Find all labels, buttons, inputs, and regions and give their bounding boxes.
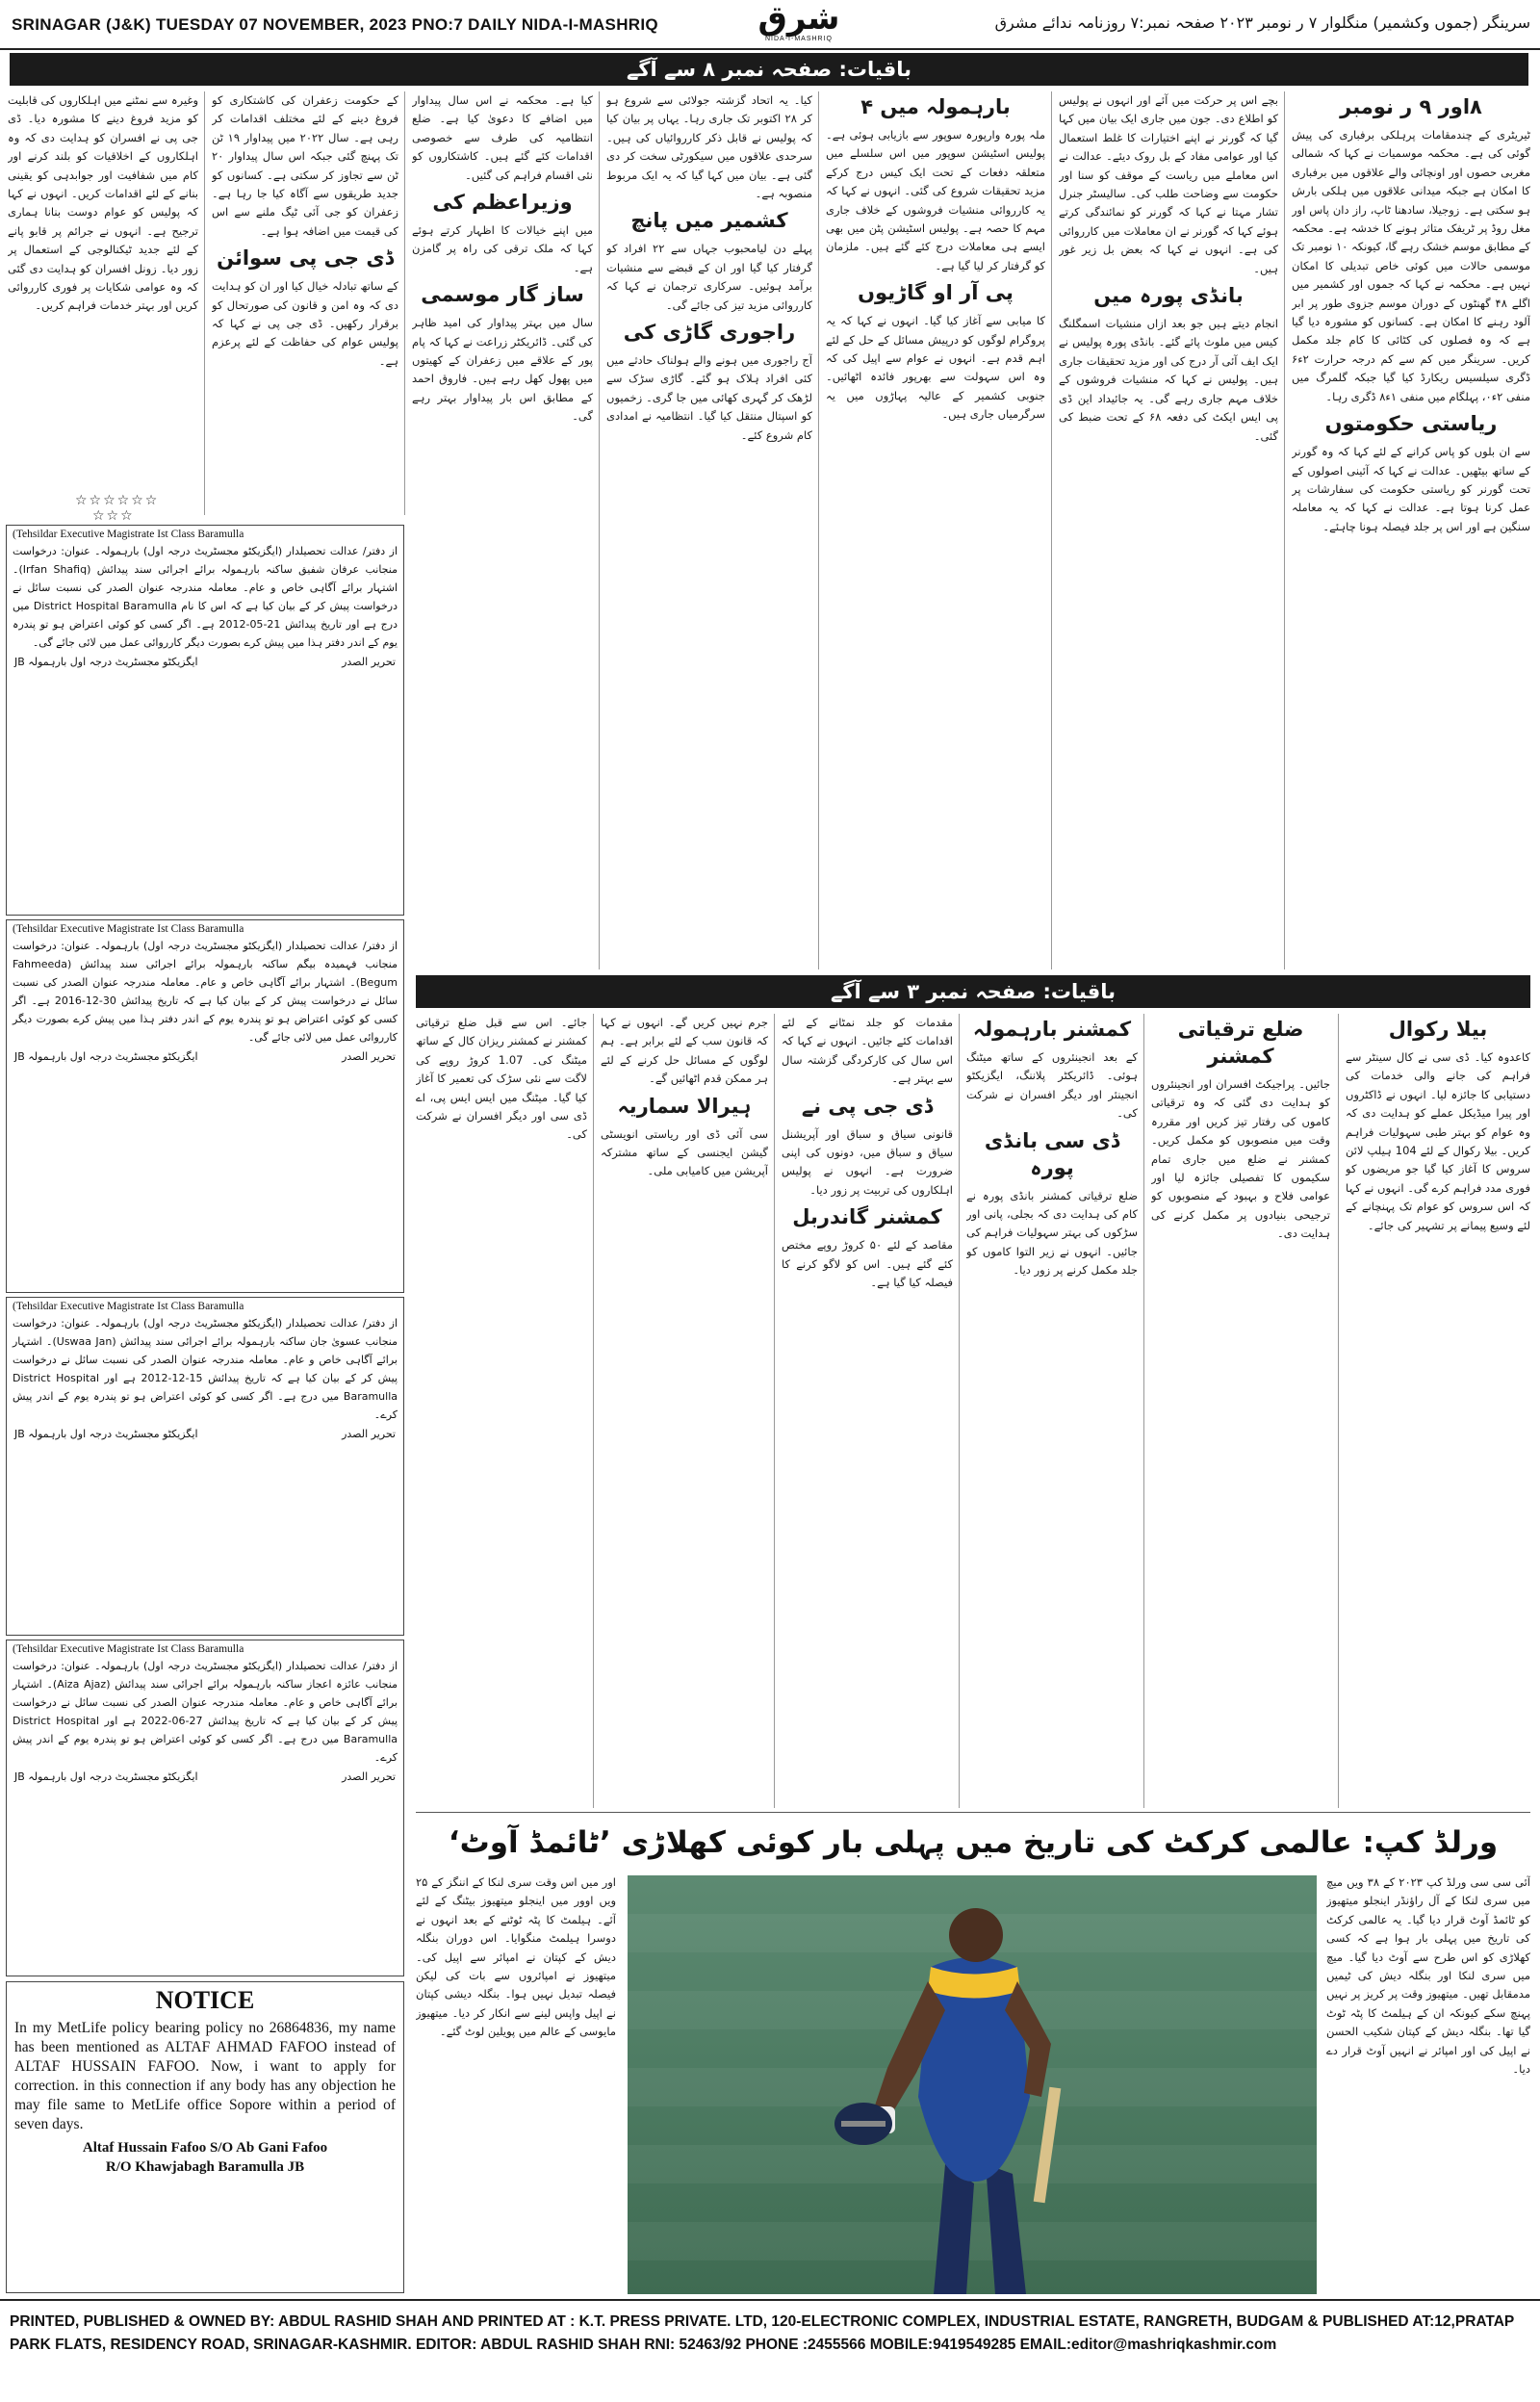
worldcup-headline: ورلڈ کپ: عالمی کرکٹ کی تاریخ میں پہلی بار کوئی کھلاڑی ’ٹائمڈ آوٹ‘ (448, 1825, 1499, 1860)
imprint-text: PRINTED, PUBLISHED & OWNED BY: ABDUL RASHID SHAH AND PRINTED AT : K.T. PRESS PRIVATE. LTD, 120-ELECTRONIC COMPLEX, INDUSTRIAL ESTATE, RANGRETH, BUDGAM & PUBLISHED AT:12,PRATAP PARK FLATS, RESIDENCY ROAD, SRINAGAR-KASHMIR. EDITOR: ABDUL RASHID SHAH RNI: 52463/92 PHONE :2455566 MOBILE:9419549285 EMAIL:editor@mashriqkashmir.com (10, 2313, 1514, 2353)
mid-column-3-body-2: ضلع ترقیاتی کمشنر بانڈی پورہ نے کام کی ہدایت دی کہ بجلی، پانی اور سڑکوں کی بہتر سہولیات فراہم کی جائیں۔ انہوں نے زیر التوا کاموں کو جلد مکمل کرنے پر زور دیا۔ (966, 1188, 1138, 1278)
notice-heading: (Tehsildar Executive Magistrate Ist Class Baramulla (13, 1643, 244, 1655)
column-divider (1284, 91, 1285, 969)
notice-footer (7, 1769, 403, 1789)
column-5-body-3: سال میں بہتر پیداوار کی امید ظاہر کی گئی۔ ڈائریکٹر زراعت نے کہا کہ پام پور کے علاقے میں زعفران کے کھیتوں میں پھول کھل رہے ہیں۔ فاروق احمد کے مطابق اس بار پیداوار بہتر رہے گی۔ (412, 316, 593, 424)
worldcup-column-right (1326, 1873, 1530, 2293)
column-6-body: کے حکومت زعفران کی کاشتکاری کو فروغ دینے کے لئے مختلف اقدامات کر رہی ہے۔ سال ۲۰۲۲ میں پیداوار ۱۹ ٹن تک پہنچ گئی جبکہ اس سال پیداوار ۲۰ ٹن سے تجاوز کر سکتی ہے۔ کسانوں کو جدید طریقوں سے آگاہ کیا جا رہا ہے۔ زعفران کو جی آئی ٹیگ ملنے سے اس کی قیمت میں اضافہ ہوا ہے۔ (212, 93, 398, 238)
column-divider (1338, 1014, 1339, 1808)
tehsildar-notice-1 (6, 525, 404, 916)
notice-title: NOTICE (155, 1986, 255, 2014)
column-4-body: کیا۔ یہ اتحاد گزشتہ جولائی سے شروع ہو کر ۲۸ اکتوبر تک جاری رہا۔ یہاں پر بیان کیا کہ پولیس نے قابل ذکر کارروائیاں کی ہیں۔ سرحدی علاقوں میں سیکورٹی سخت کر دی گئی ہے۔ بیان میں کہا گیا کہ یہ ایک مربوط منصوبہ ہے۔ (606, 93, 812, 201)
logo-wordmark: شرق (757, 0, 840, 38)
continuation-banner-middle: باقیات: صفحہ نمبر ۳ سے آگے (416, 975, 1530, 1008)
column-3 (826, 91, 1045, 969)
column-1-heading: ۸اور ۹ ر نومبر (1340, 95, 1482, 118)
masthead (0, 0, 1540, 50)
mid-column-2 (1151, 1014, 1330, 1808)
notice-signature-line-2: R/O Khawjabagh Baramulla JB (105, 2159, 305, 2175)
notice-footer-right: ایگزیکٹو مجسٹریٹ درجہ اول بارہمولہ JB (14, 1770, 198, 1783)
column-1-body: ٹیریٹری کے چندمقامات پرہلکی برفباری کی پیش گوئی کی ہے۔ محکمہ موسمیات نے کہا کہ شمالی مغربی حصوں اور اونچائی والے علاقوں میں برفباری کا امکان ہے جبکہ میدانی علاقوں میں ہلکی بارش ہو سکتی ہے۔ زوجیلا، سادھنا ٹاپ، راز دان پاس اور مغل روڈ پر ٹریفک متاثر ہونے کا خدشہ ہے۔ محکمہ کے مطابق موسم خشک رہے گا، کیونکہ ۱۰ نومبر تک موسمی حالات میں کوئی خاص تبدیلی کا امکان نہیں ہے۔ محکمہ نے کہا کہ جموں اور کشمیر میں اگلے ۴۸ گھنٹوں کے دوران موسم جزوی طور پر ابر آلود رہنے کا امکان ہے۔ کسانوں کو مشورہ دیا گیا ہے کہ وہ فصلوں کی کٹائی کا کام جلد مکمل کریں۔ سرینگر میں کم سے کم درجہ حرارت ۲ء۶ ڈگری سیلسیس ریکارڈ کیا گیا جبکہ گلمرگ میں منفی ۲ء۰، پہلگام میں منفی ۱ء۸ ڈگری رہا۔ (1292, 128, 1530, 403)
column-divider (204, 91, 205, 515)
mid-column-4-body-2: قانونی سیاق و سباق اور آپریشنل سیاق و سباق میں، دونوں کی اپنی ضرورت ہے۔ انہوں نے پولیس اہلکاروں کی تربیت پر زور دیا۔ (782, 1126, 953, 1197)
column-1-body-2: سے ان بلوں کو پاس کرانے کے لئے کہا کہ وہ گورنر کے ساتھ بیٹھیں۔ عدالت نے کہا کہ آئینی اصولوں کے تحت گورنر کو ریاستی حکومت کی سفارشات پر عمل کرنا ہوتا ہے۔ عدالت نے کہا کہ یہ معاملہ سنگین ہے اور اس پر جلد فیصلہ ہونا چاہئے۔ (1292, 445, 1530, 533)
section-rule (416, 1812, 1530, 1813)
notice-footer-right: ایگزیکٹو مجسٹریٹ درجہ اول بارہمولہ JB (14, 656, 198, 668)
mid-column-3-heading: کمشنر بارہمولہ (972, 1018, 1132, 1041)
mid-column-3-body: کے بعد انجینئروں کے ساتھ میٹنگ ہوئی۔ ڈائریکٹر پلاننگ، ایگزیکٹو انجینئر اور دیگر افسران نے شرکت کی۔ (966, 1050, 1138, 1121)
mid-column-1-body: کاعدوہ کیا۔ ڈی سی نے کال سینٹر سے فراہم کی جانے والی خدمات کی دستیابی کا جائزہ لیا۔ انہوں نے ڈاکٹروں اور پیرا میڈیکل عملے کو ہدایت دی کہ وہ عوام کو بہتر طبی سہولیات فراہم کریں۔ بیلا رکوال کے لئے 104 ہیلپ لائن سروس کا آغاز کیا گیا جو مریضوں کو فوری مدد فراہم کرے گی۔ انہوں نے کہا کہ اس سروس کو عوام تک پہنچانے کے لئے وسیع پیمانے پر تشہیر کی جائے۔ (1346, 1050, 1530, 1232)
column-divider (959, 1014, 960, 1808)
tehsildar-notice-2 (6, 919, 404, 1293)
notice-footer-left: تحریر الصدر (342, 1428, 396, 1440)
column-divider (818, 91, 819, 969)
mid-column-3 (966, 1014, 1138, 1808)
column-7 (8, 91, 198, 491)
cricket-player-photo (628, 1875, 1317, 2294)
notice-signature-line-1: Altaf Hussain Fafoo S/O Ab Gani Fafoo (82, 2140, 328, 2156)
column-divider (404, 91, 405, 515)
notice-body: از دفتر/ عدالت تحصیلدار (ایگزیکٹو مجسٹریٹ درجہ اول) بارہمولہ۔ عنوان: درخواست منجانب عائزہ اعجاز ساکنہ بارہمولہ برائے اجرائی سند پیدائش (Aiza Ajaz)۔ اشتہار برائے آگاہی خاص و عام۔ معاملہ مندرجہ عنوان الصدر کی نسبت سائل نے درخواست پیش کر کے بیان کیا ہے کہ تاریخ پیدائش 27-06-2022 ہے اور District Hospital Baramulla میں درج ہے۔ اگر کسی کو کوئی اعتراض ہو تو پندرہ یوم کے اندر پیش کرے۔ (13, 1660, 398, 1764)
column-7-body: وغیرہ سے نمٹنے میں اہلکاروں کی قابلیت کو مزید فروغ دینے کا مشورہ دیا۔ ڈی جی پی نے افسران کو ہدایت دی کہ وہ اہلکاروں کے اخلاقیات کو بلند کرنے اور کام میں شفافیت اور جوابدہی کو یقینی بنانے کے لئے اقدامات کریں۔ انہوں نے کہا کہ پولیس کو عوام دوست بنانا ہماری ترجیح ہے۔ انہوں نے جرائم پر قابو پانے کے لئے جدید ٹیکنالوجی کے استعمال پر زور دیا۔ زونل افسران کو ہدایت دی گئی کہ وہ عوامی شکایات پر فوری کارروائی کریں اور بہتر خدمات فراہم کریں۔ (8, 93, 198, 313)
column-5 (412, 91, 593, 969)
column-divider (599, 91, 600, 969)
mid-column-4-heading-3: کمشنر گاندربل (792, 1205, 942, 1229)
notice-footer-left: تحریر الصدر (342, 1050, 396, 1063)
column-5-heading-2: وزیراعظم کی (432, 191, 573, 215)
mid-column-4 (782, 1014, 953, 1808)
notice-footer-right: ایگزیکٹو مجسٹریٹ درجہ اول بارہمولہ JB (14, 1428, 198, 1440)
mid-column-4-body: مقدمات کو جلد نمٹانے کے لئے اقدامات کئے جائیں۔ انہوں نے کہا کہ اس سال کی کارکردگی گزشتہ سال سے بہتر ہے۔ (782, 1016, 953, 1086)
column-divider (774, 1014, 775, 1808)
column-4 (606, 91, 812, 969)
column-2 (1059, 91, 1278, 969)
column-divider (1143, 1014, 1144, 1808)
player-silhouette (628, 1875, 1317, 2294)
column-3-heading: بارہمولہ میں ۴ (860, 95, 1011, 118)
mid-column-6-body: جائے۔ اس سے قبل ضلع ترقیاتی کمشنر نے کمشنر ریزان کال کے ساتھ میٹنگ کی۔ 1.07 کروڑ روپے کی لاگت سے نئی سڑک کی تعمیر کا آغاز کیا گیا۔ میٹنگ میں ایس ایس پی، اے ڈی سی اور دیگر افسران نے شرکت کی۔ (416, 1016, 587, 1142)
column-2-body: بچے اس پر حرکت میں آئے اور انہوں نے پولیس کو اطلاع دی۔ جون میں جاری ایک بیان میں کہا گیا کہ گورنر نے اپنے اختیارات کا غلط استعمال کیا اور عوامی مفاد کے بل روک دیئے۔ عدالت نے اس معاملے میں ریاست کے موقف کو سنا اور حکومت سے وضاحت طلب کی۔ سالیسٹر جنرل تشار مہتا نے کہا کہ گورنر کو نمائندگی کرتے ہوئے کہا کہ گورنر نے ان معاملات میں کارروائی کی ہے۔ انہوں نے کہا کہ بعض بل زیر غور ہیں۔ (1059, 93, 1278, 275)
notice-body: از دفتر/ عدالت تحصیلدار (ایگزیکٹو مجسٹریٹ درجہ اول) بارہمولہ۔ عنوان: درخواست منجانب عرفان شفیق ساکنہ بارہمولہ برائے اجرائی سند پیدائش (Irfan Shafiq)۔ اشتہار برائے آگاہی خاص و عام۔ معاملہ مندرجہ عنوان الصدر کی نسبت سائل نے درخواست پیش کر کے بیان کیا ہے کہ اس کا نام District Hospital Baramulla میں درج ہے اور تاریخ پیدائش 21-05-2012 ہے۔ اگر کسی کو کوئی اعتراض ہو تو پندرہ یوم کے اندر دفتر ہذا میں پیش کرے بصورت دیگر کارروائی عمل میں لائی جائے گی۔ (13, 545, 398, 649)
mid-column-3-heading-2: ڈی سی بانڈی پورہ (984, 1128, 1120, 1179)
tehsildar-notice-4 (6, 1640, 404, 1976)
metlife-notice (6, 1981, 404, 2293)
mid-column-5-body: جرم نہیں کریں گے۔ انہوں نے کہا کہ قانون سب کے لئے برابر ہے۔ ہم لوگوں کے مسائل حل کرنے کے لئے ہر ممکن قدم اٹھائیں گے۔ (601, 1016, 768, 1086)
mid-column-1-heading: بیلا رکوال (1388, 1018, 1488, 1041)
column-5-heading-3: ساز گار موسمی (421, 283, 584, 307)
mid-column-4-heading-2: ڈی جی پی نے (801, 1094, 934, 1118)
masthead-urdu-dateline: سرینگر (جموں وکشمیر) منگلوار ۷ ر نومبر ۲۰۲۳ صفحہ نمبر:۷ روزنامہ ندائے مشرق (994, 13, 1530, 32)
notice-heading: (Tehsildar Executive Magistrate Ist Class Baramulla (13, 1301, 244, 1312)
mid-column-5-heading-2: ہیرالا سماریہ (617, 1094, 752, 1118)
column-3-body-2: کا میابی سے آغاز کیا گیا۔ انہوں نے کہا کہ یہ پروگرام لوگوں کو درپیش مسائل کے حل کے لئے اہم قدم ہے۔ انہوں نے عوام سے اپیل کی کہ وہ اس سہولت سے بھرپور فائدہ اٹھائیں۔ جنوبی کشمیر کے عالیہ پہاڑوں میں یہ سرگرمیاں جاری ہیں۔ (826, 314, 1045, 422)
column-4-heading-2: کشمیر میں پانچ (630, 209, 788, 233)
newspaper-logo (741, 0, 857, 45)
column-divider (1051, 91, 1052, 969)
mid-column-2-body: جائیں۔ پراجیکٹ افسران اور انجینئروں کو ہدایت دی گئی کہ وہ ترقیاتی کاموں کی رفتار تیز کریں اور مقررہ وقت میں منصوبوں کو مکمل کریں۔ کمشنر نے ضلع میں جاری تمام سکیموں کا تفصیلی جائزہ لیا اور عوامی فلاح و بہبود کے منصوبوں کو ترجیحی بنیادوں پر مکمل کرنے کی ہدایت دی۔ (1151, 1077, 1330, 1241)
column-6-heading-2: ڈی جی پی سوائن (217, 246, 394, 271)
column-4-heading-3: راجوری گاڑی کی (623, 321, 796, 345)
stars-divider-2: ☆☆☆ (92, 508, 135, 524)
column-divider (593, 1014, 594, 1808)
notice-heading: (Tehsildar Executive Magistrate Ist Class Baramulla (13, 923, 244, 935)
column-2-body-2: انجام دیتے ہیں جو بعد ازاں منشیات اسمگلنگ کیس میں ملوث پائے گئے۔ بانڈی پورہ پولیس نے ایک ایف آئی آر درج کی اور مزید تحقیقات جاری ہیں۔ پولیس نے کہا کہ منشیات فروشوں کے خلاف مہم جاری رہے گی۔ یہ جائیداد این ڈی پی ایس ایکٹ کی دفعہ ۶۸ کے تحت ضبط کی گئی۔ (1059, 317, 1278, 443)
mid-column-2-heading: ضلع ترقیاتی کمشنر (1177, 1018, 1304, 1068)
column-3-heading-2: پی آر او گاڑیوں (858, 281, 1014, 305)
worldcup-column-left-body: اور میں اس وقت سری لنکا کے اننگز کے ۲۵ ویں اوور میں اینجلو میتھیوز بیٹنگ کے لئے آئے۔ ہیلمٹ کا پٹہ ٹوٹنے کے بعد انہوں نے دوسرا ہیلمٹ منگوایا۔ اس دوران بنگلہ دیش کے کپتان نے امپائر سے اپیل کی۔ میتھیوز نے امپائروں سے بات کی لیکن فیصلہ تبدیل نہیں ہوا۔ بنگلہ دیشی کپتان نے اپیل واپس لینے سے انکار کر دیا۔ میتھیوز مایوسی کے عالم میں پویلین لوٹ گئے۔ (416, 1875, 616, 2039)
column-4-body-3: آج راجوری میں ہونے والے ہولناک حادثے میں کئی افراد ہلاک ہو گئے۔ گاڑی سڑک سے لڑھک کر گہری کھائی میں جا گری۔ زخمیوں کو اسپتال منتقل کیا گیا۔ انتظامیہ نے امدادی کام شروع کئے۔ (606, 353, 812, 442)
tehsildar-notice-3 (6, 1297, 404, 1636)
column-2-heading-2: بانڈی پورہ میں (1093, 284, 1244, 308)
stars-divider: ☆☆☆☆☆☆ (75, 493, 160, 508)
notice-body: از دفتر/ عدالت تحصیلدار (ایگزیکٹو مجسٹریٹ درجہ اول) بارہمولہ۔ عنوان: درخواست منجانب فہمیدہ بیگم ساکنہ بارہمولہ برائے اجرائی سند پیدائش (Fahmeeda Begum)۔ اشتہار برائے آگاہی خاص و عام۔ معاملہ مندرجہ عنوان الصدر کی نسبت سائل نے درخواست پیش کر کے بیان کیا ہے کہ تاریخ پیدائش 30-12-2016 ہے۔ اگر کسی کو کوئی اعتراض ہو تو پندرہ یوم کے اندر دفتر ہذا میں پیش کرے بصورت دیگر کارروائی عمل میں لائی جائے گی۔ (13, 940, 398, 1044)
masthead-dateline: SRINAGAR (J&K) TUESDAY 07 NOVEMBER, 2023 PNO:7 DAILY NIDA-I-MASHRIQ (12, 15, 658, 34)
continuation-banner-top: باقیات: صفحہ نمبر ۸ سے آگے (10, 53, 1528, 86)
worldcup-column-left (416, 1873, 616, 2293)
logo-subtitle: NIDA-I-MASHRIQ (765, 36, 833, 42)
column-5-body-2: میں اپنے خیالات کا اظہار کرتے ہوئے کہا کہ ملک ترقی کی راہ پر گامزن ہے۔ (412, 223, 593, 274)
notice-heading: (Tehsildar Executive Magistrate Ist Class Baramulla (13, 529, 244, 540)
worldcup-column-right-body: آئی سی سی ورلڈ کپ ۲۰۲۳ کے ۳۸ ویں میچ میں سری لنکا کے آل راؤنڈر اینجلو میتھیوز کو ٹائمڈ آوٹ قرار دیا گیا۔ یہ عالمی کرکٹ کی تاریخ میں پہلی بار ہوا ہے کہ کسی کھلاڑی کو اس طرح سے آوٹ دیا گیا۔ میچ میں سری لنکا اور بنگلہ دیش کی ٹیمیں مدمقابل تھیں۔ میتھیوز وقت پر کریز پر نہیں پہنچ سکے کیونکہ ان کے ہیلمٹ کا پٹہ ٹوٹ گیا تھا۔ بنگلہ دیش کے کپتان شکیب الحسن نے اپیل کی اور امپائر نے انہیں آوٹ قرار دے دیا۔ (1326, 1875, 1530, 2077)
mid-column-4-body-3: مقاصد کے لئے ۵۰ کروڑ روپے مختص کئے گئے ہیں۔ اس کو لاگو کرنے کا فیصلہ کیا گیا ہے۔ (782, 1238, 953, 1290)
notice-footer-right: ایگزیکٹو مجسٹریٹ درجہ اول بارہمولہ JB (14, 1050, 198, 1063)
mid-column-5 (601, 1014, 768, 1808)
column-6-body-2: کے ساتھ تبادلہ خیال کیا اور ان کو ہدایت دی کہ وہ امن و قانون کی صورتحال کو برقرار رکھیں۔ ڈی جی پی نے کہا کہ پولیس عوام کی حفاظت کے لئے پرعزم ہے۔ (212, 279, 398, 368)
notice-footer (7, 1426, 403, 1446)
mid-column-6 (416, 1014, 587, 1808)
notice-footer (7, 1048, 403, 1069)
column-6 (212, 91, 398, 515)
column-5-body: کیا ہے۔ محکمہ نے اس سال پیداوار میں اضافے کا دعویٰ کیا ہے۔ ضلع انتظامیہ کی طرف سے خصوصی اقدامات کئے گئے ہیں۔ کاشتکاروں کو نئی اقسام فراہم کی گئیں۔ (412, 93, 593, 182)
notice-footer-left: تحریر الصدر (342, 1770, 396, 1783)
column-3-body: ملہ پورہ وارپورہ سوپور سے بازیابی ہوئی ہے۔ پولیس اسٹیشن سوپور میں اس سلسلے میں متعلقہ دفعات کے تحت ایک کیس درج کرکے مزید تحقیقات شروع کی گئی۔ انہوں نے کہا کہ یہ کارروائی منشیات فروشوں کے خلاف جاری مہم کا حصہ ہے۔ پولیس اسٹیشن پٹن میں بھی ایسے ہی معاملات درج کئے گئے ہیں۔ ملزمان کو گرفتار کر لیا گیا ہے۔ (826, 128, 1045, 272)
notice-footer-left: تحریر الصدر (342, 656, 396, 668)
mid-column-1 (1346, 1014, 1530, 1808)
column-1 (1292, 91, 1530, 969)
column-4-body-2: پہلے دن لیامحبوب جہاں سے ۲۲ افراد کو گرفتار کیا گیا اور ان کے قبضے سے منشیات برآمد ہوئیں۔ سرکاری ترجمان نے کہا کہ کارروائی مزید تیز کی جائے گی۔ (606, 242, 812, 312)
notice-text: In my MetLife policy bearing policy no 26864836, my name has been mentioned as ALTAF AHMAD FAFOO instead of ALTAF HUSSAIN FAFOO. Now, i want to apply for correction. in this connection if any body has any objection he may file same to MetLife office Sopore within a period of seven days. (14, 2020, 396, 2132)
notice-body: از دفتر/ عدالت تحصیلدار (ایگزیکٹو مجسٹریٹ درجہ اول) بارہمولہ۔ عنوان: درخواست منجانب عسویٰ جان ساکنہ بارہمولہ برائے اجرائی سند پیدائش (Uswaa Jan)۔ اشتہار برائے آگاہی خاص و عام۔ معاملہ مندرجہ عنوان الصدر کی نسبت سائل نے درخواست پیش کر کے بیان کیا ہے کہ تاریخ پیدائش 15-12-2012 ہے اور District Hospital Baramulla میں درج ہے۔ اگر کسی کو کوئی اعتراض ہو تو پندرہ یوم کے اندر پیش کرے۔ (13, 1317, 398, 1421)
column-1-heading-2: ریاستی حکومتوں (1324, 412, 1498, 436)
mid-column-5-body-2: سی آئی ڈی اور ریاستی انویسٹی گیشن ایجنسی کے ساتھ مشترکہ آپریشن میں کامیابی ملی۔ (601, 1126, 768, 1178)
notice-footer (7, 654, 403, 674)
